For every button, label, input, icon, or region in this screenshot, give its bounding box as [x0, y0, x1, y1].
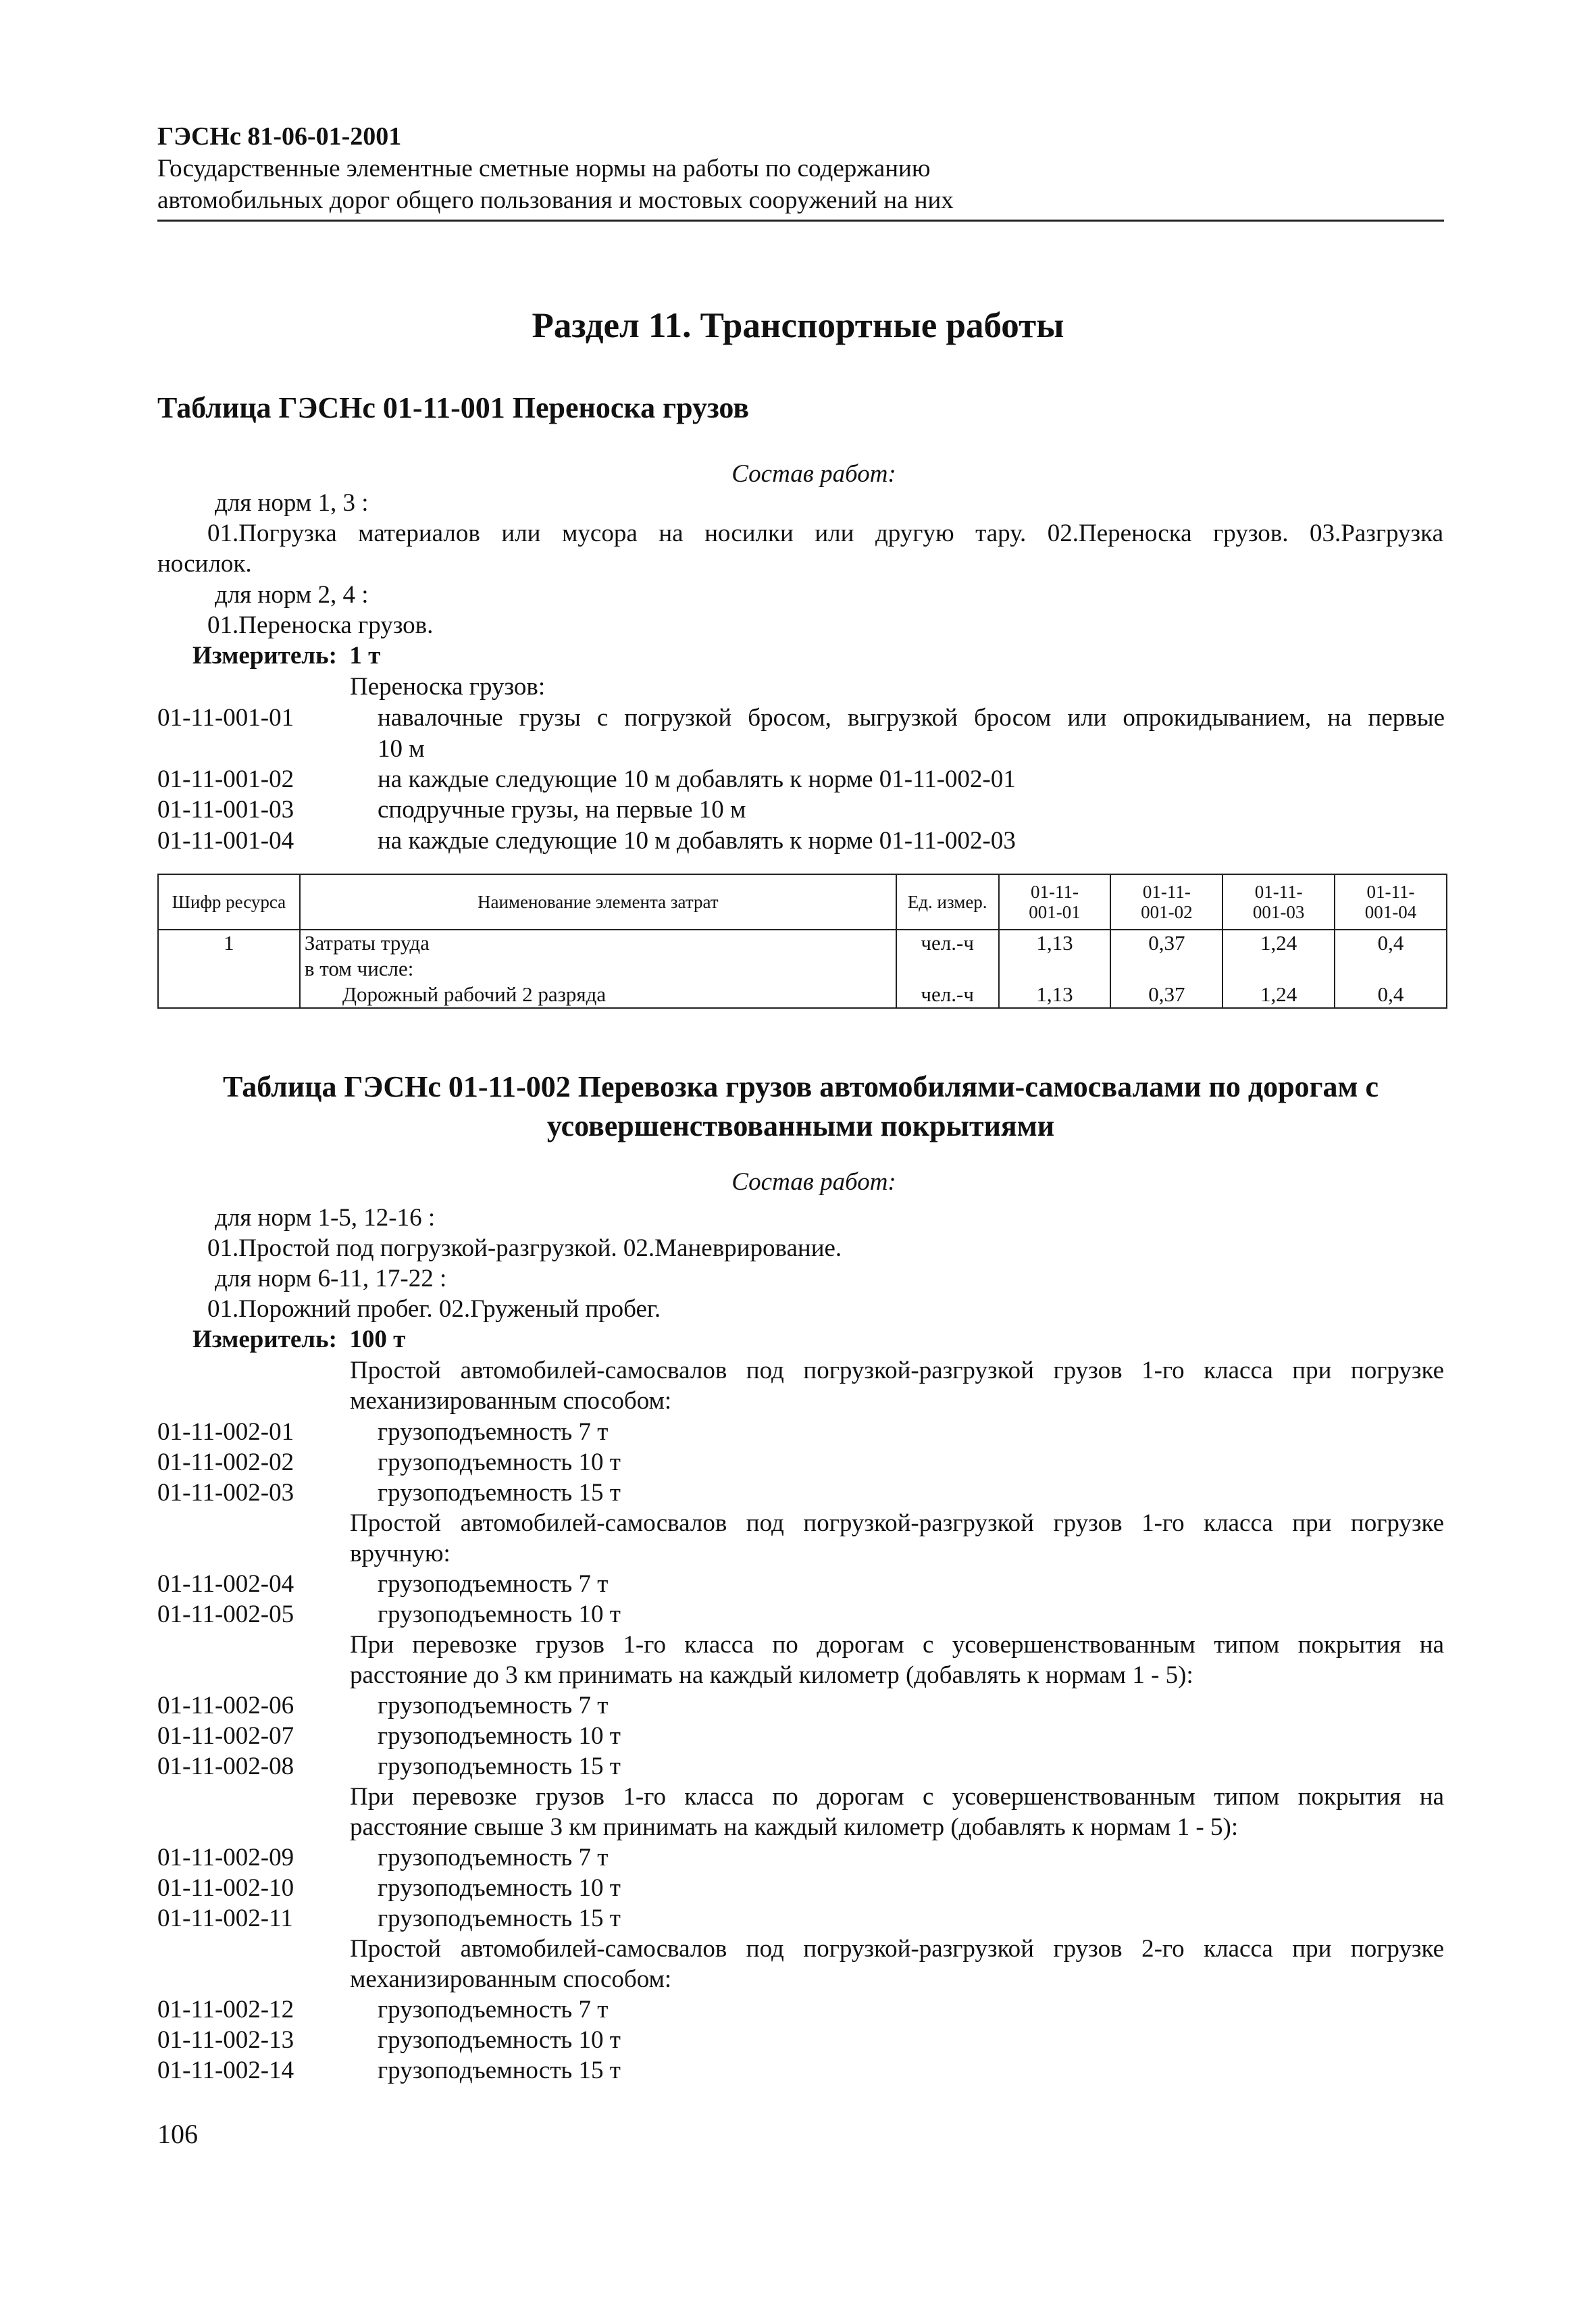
value: 1,24: [1260, 931, 1297, 955]
norm-description: грузоподъемность 15 т: [378, 1753, 621, 1780]
measurer-label: Измеритель:: [192, 1326, 337, 1353]
norm-code: 01-11-002-04: [157, 1570, 294, 1598]
group-heading-line-1: Простой автомобилей-самосвалов под погрузкой-разгрузкой грузов 1-го класса при погрузке: [350, 1509, 1444, 1537]
header-norm-line-2: 001-01: [1029, 902, 1081, 922]
header-line-1: Государственные элементные сметные нормы на работы по содержанию: [157, 155, 931, 182]
group-heading-line-1: При перевозке грузов 1-го класса по дорогам с усовершенствованным типом покрытия на: [350, 1631, 1444, 1659]
norm-code: 01-11-002-07: [157, 1722, 294, 1750]
resource-code-cell: 1: [158, 930, 300, 1008]
table-2-work-b: 01.Порожний пробег. 02.Груженый пробег.: [207, 1295, 661, 1323]
table-1-norms-b: для норм 2, 4 :: [215, 581, 369, 609]
measurer-label: Измеритель:: [192, 642, 337, 670]
norm-description: грузоподъемность 7 т: [378, 1692, 609, 1719]
norm-description: грузоподъемность 7 т: [378, 1418, 609, 1446]
value-cell: [1110, 930, 1222, 1008]
unit-value: чел.-ч: [921, 982, 974, 1006]
header-norm-col: [999, 874, 1111, 930]
table-1-group-heading: Переноска грузов:: [350, 673, 546, 701]
table-2-norms-a: для норм 1-5, 12-16 :: [215, 1204, 436, 1232]
norm-description: грузоподъемность 7 т: [378, 1844, 609, 1871]
value: 0,37: [1148, 931, 1185, 955]
norm-description: грузоподъемность 10 т: [378, 1874, 621, 1902]
header-norm-line-1: 01-11-: [1031, 882, 1079, 902]
norm-description: грузоподъемность 10 т: [378, 1601, 621, 1628]
value: 1,13: [1036, 931, 1073, 955]
table-2-title-line-1: Таблица ГЭСНс 01-11-002 Перевозка грузов автомобилями-самосвалами по дорогам с: [222, 1070, 1379, 1103]
table-1-title: Таблица ГЭСНс 01-11-001 Переноска грузов: [157, 391, 750, 424]
norm-code: 01-11-001-03: [157, 796, 294, 824]
norm-code: 01-11-002-05: [157, 1601, 294, 1628]
norm-code: 01-11-002-01: [157, 1418, 294, 1446]
value: 1,13: [1036, 982, 1073, 1006]
resource-name-cell: [300, 930, 896, 1008]
norm-code: 01-11-002-10: [157, 1874, 294, 1902]
table-2-composition-heading: Состав работ:: [731, 1168, 896, 1196]
norm-description-cont: 10 м: [378, 735, 425, 763]
measurer-value: 100 т: [349, 1326, 406, 1353]
norm-description: на каждые следующие 10 м добавлять к норме 01-11-002-01: [378, 765, 1016, 793]
group-heading-line-2: механизированным способом:: [350, 1965, 672, 1993]
table-1-measurer: [192, 640, 380, 672]
resource-table-header: [158, 874, 1447, 930]
norm-description: на каждые следующие 10 м добавлять к норме 01-11-002-03: [378, 827, 1016, 855]
measurer-value: 1 т: [349, 642, 381, 670]
norm-description: грузоподъемность 15 т: [378, 1905, 621, 1932]
norm-code: 01-11-002-13: [157, 2026, 294, 2054]
table-row: [158, 930, 1447, 1008]
running-header: [157, 120, 1441, 216]
norm-code: 01-11-002-11: [157, 1905, 293, 1932]
header-norm-col: [1335, 874, 1447, 930]
table-2-title: [157, 1067, 1444, 1146]
table-2-measurer: [192, 1324, 405, 1355]
section-title: Раздел 11. Транспортные работы: [532, 306, 1064, 345]
norm-description: грузоподъемность 15 т: [378, 2057, 621, 2084]
value: 0,4: [1377, 982, 1404, 1006]
value: 0,37: [1148, 982, 1185, 1006]
header-norm-line-2: 001-04: [1364, 902, 1417, 922]
page-number: 106: [157, 2119, 198, 2149]
norm-description: грузоподъемность 10 т: [378, 2026, 621, 2054]
norm-description: навалочные грузы с погрузкой бросом, выгрузкой бросом или опрокидыванием, на первые: [378, 704, 1445, 732]
group-heading-line-2: вручную:: [350, 1540, 451, 1567]
norm-code: 01-11-002-03: [157, 1479, 294, 1507]
norm-description: грузоподъемность 7 т: [378, 1996, 609, 2023]
norm-code: 01-11-001-04: [157, 827, 294, 855]
table-2-title-line-2: усовершенствованными покрытиями: [546, 1109, 1055, 1142]
table-1-work-a-line-2: носилок.: [157, 550, 252, 578]
table-1-work-a-line-1: 01.Погрузка материалов или мусора на носилки или другую тару. 02.Переноска грузов. 03.Разгрузка: [207, 520, 1443, 547]
header-norm-col: [1110, 874, 1222, 930]
norm-description: грузоподъемность 15 т: [378, 1479, 621, 1507]
header-norm-col: [1222, 874, 1335, 930]
header-norm-line-2: 001-02: [1141, 902, 1193, 922]
norm-code: 01-11-002-06: [157, 1692, 294, 1719]
norm-description: сподручные грузы, на первые 10 м: [378, 796, 746, 824]
group-heading-line-2: расстояние свыше 3 км принимать на каждый километр (добавлять к нормам 1 - 5):: [350, 1813, 1239, 1841]
resource-table: [157, 874, 1447, 1009]
including: в том числе:: [304, 957, 414, 980]
norm-description: грузоподъемность 7 т: [378, 1570, 609, 1598]
header-divider: [157, 220, 1444, 222]
header-norm-line-1: 01-11-: [1254, 882, 1303, 902]
table-1-work-b: 01.Переноска грузов.: [207, 611, 434, 639]
table-2-norms-b: для норм 6-11, 17-22 :: [215, 1265, 447, 1292]
header-norm-line-1: 01-11-: [1366, 882, 1415, 902]
unit-cell: [896, 930, 999, 1008]
norm-description: грузоподъемность 10 т: [378, 1722, 621, 1750]
value: 1,24: [1260, 982, 1297, 1006]
norm-code: 01-11-001-01: [157, 704, 294, 732]
norm-description: грузоподъемность 10 т: [378, 1449, 621, 1476]
group-heading-line-1: При перевозке грузов 1-го класса по дорогам с усовершенствованным типом покрытия на: [350, 1783, 1444, 1811]
value-cell: [1335, 930, 1447, 1008]
group-heading-line-2: расстояние до 3 км принимать на каждый километр (добавлять к нормам 1 - 5):: [350, 1661, 1193, 1689]
header-unit: Ед. измер.: [896, 874, 999, 930]
group-heading-line-1: Простой автомобилей-самосвалов под погрузкой-разгрузкой грузов 1-го класса при погрузке: [350, 1357, 1444, 1384]
value: 0,4: [1377, 931, 1404, 955]
header-element-name: Наименование элемента затрат: [300, 874, 896, 930]
table-1-composition-heading: Состав работ:: [731, 460, 896, 488]
header-line-2: автомобильных дорог общего пользования и мостовых сооружений на них: [157, 186, 954, 214]
norm-code: 01-11-002-09: [157, 1844, 294, 1871]
road-worker: Дорожный рабочий 2 разряда: [342, 982, 607, 1006]
header-resource-code: Шифр ресурса: [158, 874, 300, 930]
norm-code: 01-11-002-08: [157, 1753, 294, 1780]
document-code: ГЭСНс 81-06-01-2001: [157, 122, 402, 151]
group-heading-line-1: Простой автомобилей-самосвалов под погрузкой-разгрузкой грузов 2-го класса при погрузке: [350, 1935, 1444, 1963]
header-norm-line-2: 001-03: [1252, 902, 1305, 922]
table-2-work-a: 01.Простой под погрузкой-разгрузкой. 02.Маневрирование.: [207, 1234, 842, 1262]
table-1-norms-a: для норм 1, 3 :: [215, 489, 369, 517]
value-cell: [1222, 930, 1335, 1008]
norm-code: 01-11-002-14: [157, 2057, 294, 2084]
norm-code: 01-11-002-02: [157, 1449, 294, 1476]
labor-costs: Затраты труда: [304, 931, 430, 955]
value-cell: [999, 930, 1111, 1008]
norm-code: 01-11-002-12: [157, 1996, 294, 2023]
norm-code: 01-11-001-02: [157, 765, 294, 793]
group-heading-line-2: механизированным способом:: [350, 1387, 672, 1415]
header-norm-line-1: 01-11-: [1142, 882, 1191, 902]
unit-value: чел.-ч: [921, 931, 974, 955]
